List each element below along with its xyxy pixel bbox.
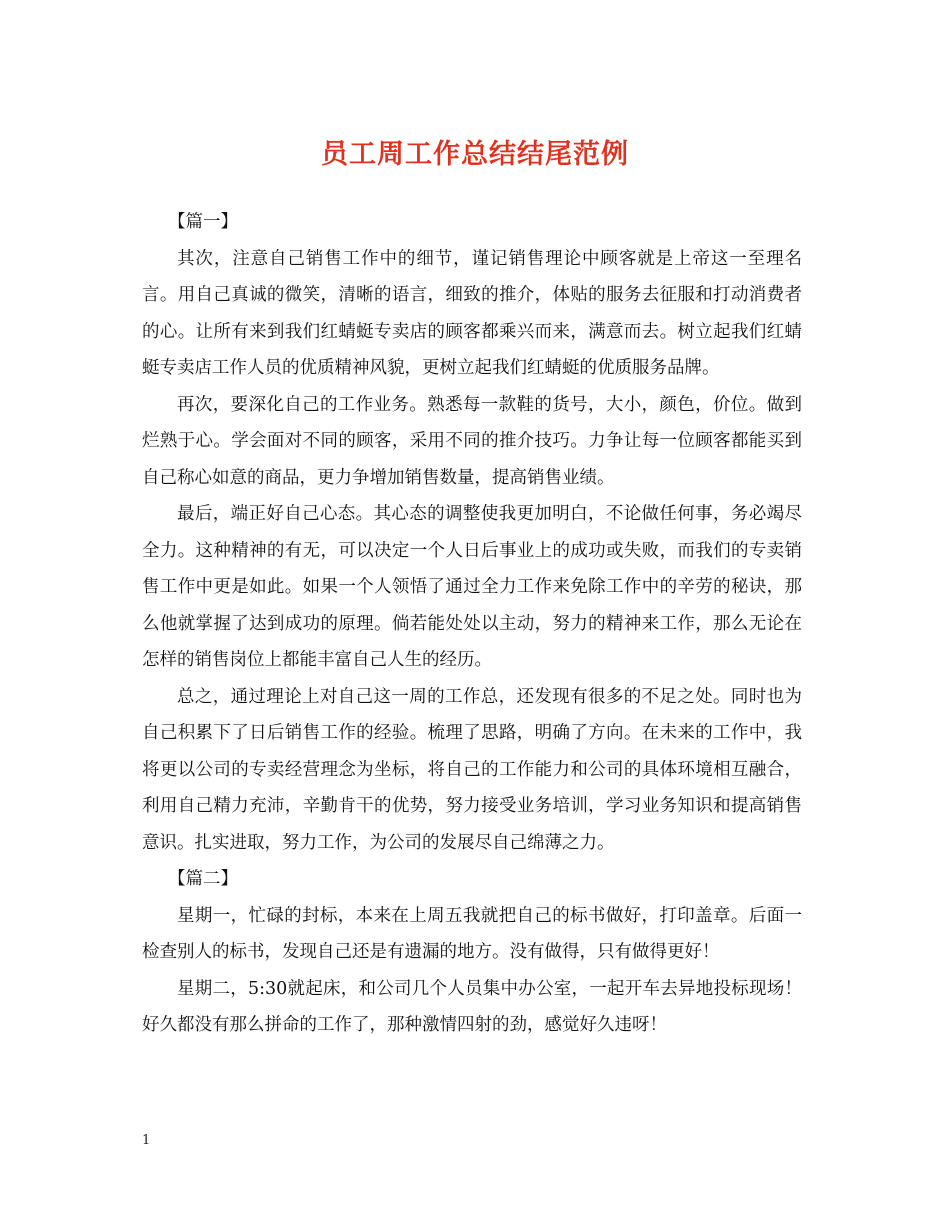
paragraph: 总之，通过理论上对自己这一周的工作总，还发现有很多的不足之处。同时也为自己积累下了日后销售工作的经验。梳理了思路，明确了方向。在未来的工作中，我将更以公司的专卖经营理念为坐标，将自己的工作能力和公司的具体环境相互融合，利用自己精力充沛，辛勤肯干的优势，努力接受业务培训，学习业务知识和提高销售意识。扎实进取，努力工作，为公司的发展尽自己绵薄之力。: [142, 686, 802, 853]
section-heading-1: 【篇一】: [168, 212, 238, 232]
section-heading-2: 【篇二】: [168, 869, 238, 889]
document-body: [142, 204, 802, 1044]
document-title: 员工周工作总结结尾范例: [321, 139, 629, 170]
paragraph: 最后，端正好自己心态。其心态的调整使我更加明白，不论做任何事，务必竭尽全力。这种精神的有无，可以决定一个人日后事业上的成功或失败，而我们的专卖销售工作中更是如此。如果一个人领悟了通过全力工作来免除工作中的辛劳的秘诀，那么他就掌握了达到成功的原理。倘若能处处以主动，努力的精神来工作，那么无论在怎样的销售岗位上都能丰富自己人生的经历。: [142, 504, 802, 670]
paragraph: 星期一，忙碌的封标，本来在上周五我就把自己的标书做好，打印盖章。后面一检查别人的标书，发现自己还是有遗漏的地方。没有做得，只有做得更好！: [142, 905, 802, 962]
paragraph: 其次，注意自己销售工作中的细节，谨记销售理论中顾客就是上帝这一至理名言。用自己真诚的微笑，清晰的语言，细致的推介，体贴的服务去征服和打动消费者的心。让所有来到我们红蜻蜓专卖店的顾客都乘兴而来，满意而去。树立起我们红蜻蜓专卖店工作人员的优质精神风貌，更树立起我们红蜻蜓的优质服务品牌。: [142, 248, 802, 378]
page-number: 1: [142, 1133, 151, 1148]
paragraph: 再次，要深化自己的工作业务。熟悉每一款鞋的货号，大小，颜色，价位。做到烂熟于心。学会面对不同的顾客，采用不同的推介技巧。力争让每一位顾客都能买到自己称心如意的商品，更力争增加销售数量，提高销售业绩。: [142, 394, 802, 488]
paragraph: 星期二，5:30就起床，和公司几个人员集中办公室，一起开车去异地投标现场！好久都没有那么拼命的工作了，那种激情四射的劲，感觉好久违呀！: [142, 978, 802, 1035]
